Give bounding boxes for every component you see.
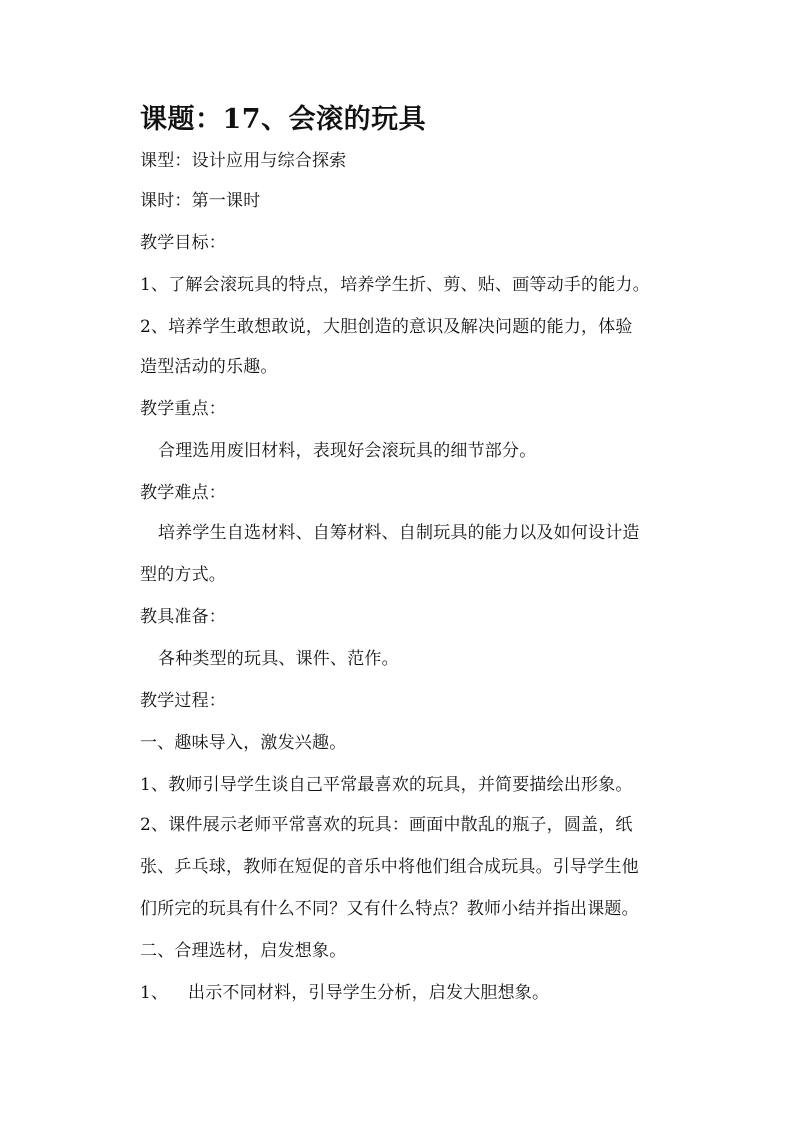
step-1-2-line-1: 2、课件展示老师平常喜欢的玩具：画面中散乱的瓶子，圆盖，纸: [140, 815, 633, 835]
section-1-heading: 一、趣味导入，激发兴趣。: [140, 733, 347, 753]
section-2-heading: 二、合理选材，启发想象。: [140, 941, 347, 961]
lesson-period: 课时：第一课时: [140, 191, 261, 211]
difficulties-line-1: 培养学生自选材料、自筹材料、自制玩具的能力以及如何设计造: [158, 523, 640, 543]
step-1-2-line-3: 们所完的玩具有什么不同？又有什么特点？教师小结并指出课题。: [140, 899, 639, 919]
step-2-1-number: 1、: [140, 983, 169, 1003]
key-points-heading: 教学重点：: [140, 399, 226, 419]
materials-heading: 教具准备：: [140, 607, 226, 627]
objectives-heading: 教学目标：: [140, 233, 226, 253]
lesson-title: 课题：17、会滚的玩具: [140, 104, 427, 135]
step-1-1: 1、教师引导学生谈自己平常最喜欢的玩具，并简要描绘出形象。: [140, 775, 633, 795]
step-1-2-line-2: 张、乒乓球，教师在短促的音乐中将他们组合成玩具。引导学生他: [140, 857, 639, 877]
step-2-1-text: 出示不同材料，引导学生分析，启发大胆想象。: [188, 983, 550, 1003]
objective-2-line-2: 造型活动的乐趣。: [140, 357, 278, 377]
materials-text: 各种类型的玩具、课件、范作。: [158, 649, 399, 669]
objective-2-line-1: 2、培养学生敢想敢说，大胆创造的意识及解决问题的能力，体验: [140, 317, 633, 337]
lesson-type: 课型：设计应用与综合探索: [140, 151, 347, 171]
key-points-text: 合理选用废旧材料，表现好会滚玩具的细节部分。: [158, 441, 537, 461]
difficulties-heading: 教学难点：: [140, 483, 226, 503]
objective-1: 1、了解会滚玩具的特点，培养学生折、剪、贴、画等动手的能力。: [140, 275, 650, 295]
process-heading: 教学过程：: [140, 691, 226, 711]
difficulties-line-2: 型的方式。: [140, 565, 226, 585]
